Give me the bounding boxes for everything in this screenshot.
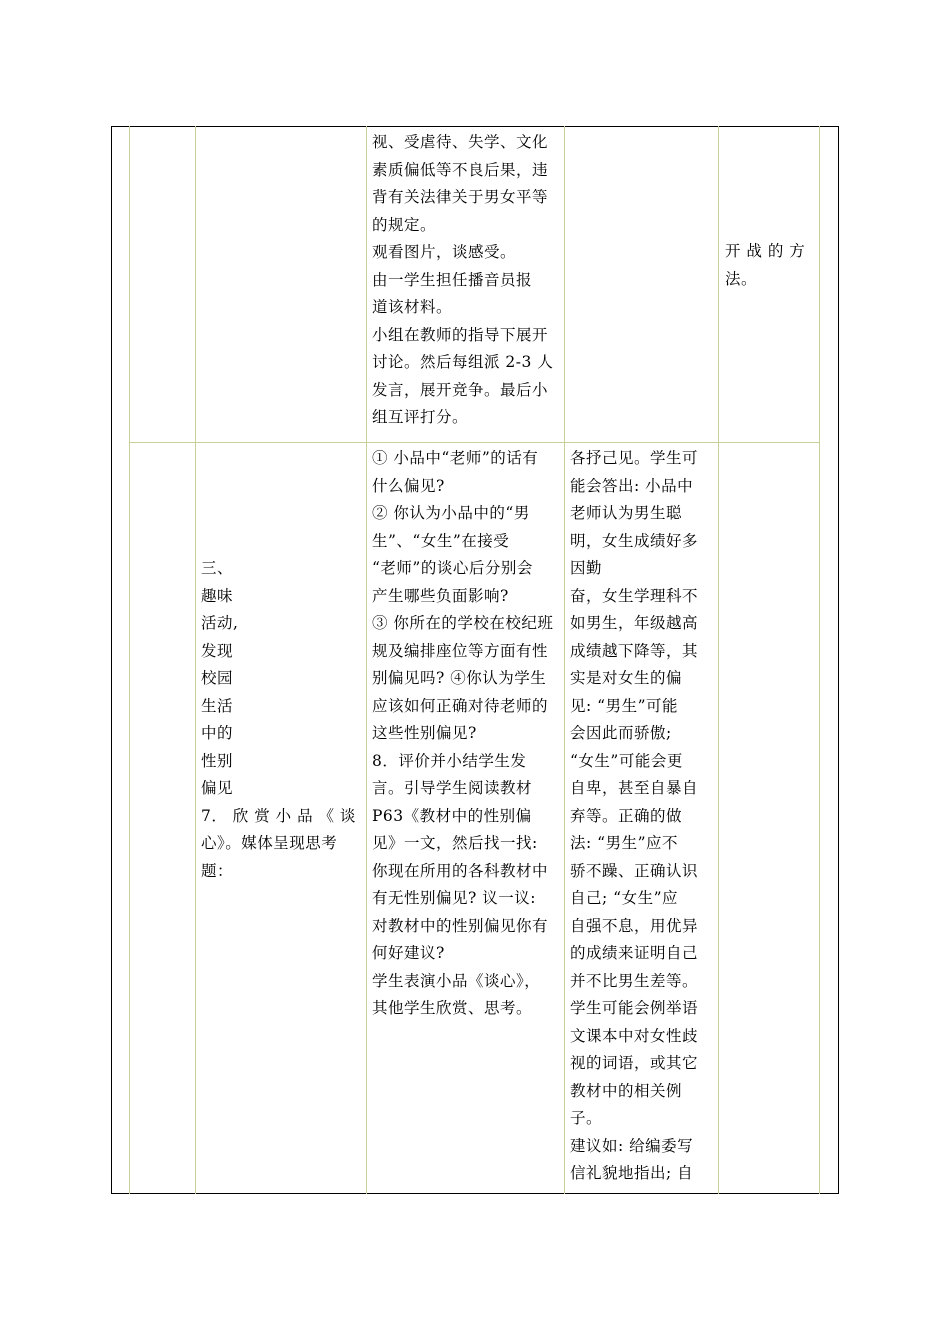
text-line: 自强不息，用优异 <box>570 916 699 935</box>
text-line: ③ 你所在的学校在校纪班 <box>372 614 554 632</box>
text-line: 见》一文，然后找一找: <box>372 834 538 852</box>
text-line: 文课本中对女性歧 <box>570 1026 699 1045</box>
text-line: 自己; “女生”应 <box>570 889 678 907</box>
text-line: 8．评价并小结学生发 <box>372 751 527 770</box>
text-line: 你现在所用的各科教材中 <box>372 861 549 880</box>
text-line: 道该材料。 <box>372 298 453 316</box>
text-line: 建议如: 给编委写 <box>570 1136 694 1155</box>
text-line: 背有关法律关于男女平等 <box>372 188 549 206</box>
text-line: 信礼貌地指出; 自 <box>570 1164 694 1182</box>
column-divider <box>195 126 196 1194</box>
text-line: 言。引导学生阅读教材 <box>372 779 533 797</box>
text-line: 能会答出: 小品中 <box>570 476 694 495</box>
text-line: 产生哪些负面影响? <box>372 586 509 605</box>
row2-activity-cell <box>372 445 560 1023</box>
column-divider <box>819 126 820 1194</box>
text-line: 讨论。然后每组派 2-3 人 <box>372 353 554 371</box>
row1-note-cell <box>725 238 815 293</box>
text-line: 题： <box>201 861 234 880</box>
text-line: 观看图片，谈感受。 <box>372 243 517 261</box>
text-line: “老师”的谈心后分别会 <box>372 559 533 577</box>
text-line: 发言，展开竞争。最后小 <box>372 380 549 399</box>
row-divider <box>129 442 820 443</box>
text-line: 自卑，甚至自暴自 <box>570 779 699 797</box>
stage-title-line: 性别 <box>201 751 234 770</box>
text-line: 什么偏见? <box>372 476 445 495</box>
text-line: 见: “男生”可能 <box>570 696 678 715</box>
row2-response-cell <box>570 445 716 1188</box>
text-line: 学生可能会例举语 <box>570 999 699 1017</box>
stage-title-line: 发现 <box>201 641 234 660</box>
text-line: 的规定。 <box>372 215 437 234</box>
text-line: 弃等。正确的做 <box>570 806 683 825</box>
text-line: 的成绩来证明自己 <box>570 944 699 962</box>
column-divider <box>366 126 367 1194</box>
text-line: 并不比男生差等。 <box>570 971 699 990</box>
text-line: 素质偏低等不良后果，违 <box>372 160 549 179</box>
text-line: 心》。媒体呈现思考 <box>201 834 338 852</box>
text-line: 骄不躁、正确认识 <box>570 861 699 880</box>
text-line: 明，女生成绩好多 <box>570 531 699 550</box>
text-line: 因勤 <box>570 559 603 577</box>
text-line: ① 小品中“老师”的话有 <box>372 449 539 467</box>
stage-title-line: 偏见 <box>201 779 234 797</box>
stage-title-line: 三、 <box>201 559 234 577</box>
text-line: 对教材中的性别偏见你有 <box>372 916 549 935</box>
text-line: 这些性别偏见? <box>372 724 477 742</box>
text-line: 由一学生担任播音员报 <box>372 270 533 289</box>
column-divider <box>718 126 719 1194</box>
text-line: 各抒己见。学生可 <box>570 449 699 467</box>
text-line: 何好建议? <box>372 944 445 962</box>
stage-title-line: 校园 <box>201 669 234 687</box>
text-line: 小组在教师的指导下展开 <box>372 325 549 344</box>
text-line: P63《教材中的性别偏 <box>372 806 532 825</box>
row2-stage-cell <box>201 555 363 885</box>
text-line: 奋，女生学理科不 <box>570 586 699 605</box>
text-line: 规及编排座位等方面有性 <box>372 641 549 660</box>
stage-title-line: 生活 <box>201 696 234 715</box>
text-line: 视的词语，或其它 <box>570 1054 699 1072</box>
text-line: 组互评打分。 <box>372 408 469 426</box>
text-line: 如男生，年级越高 <box>570 614 699 632</box>
text-line: 7． 欣 赏 小 品 《 谈 <box>201 806 356 825</box>
stage-title-line: 活动, <box>201 614 239 632</box>
text-line: 成绩越下降等，其 <box>570 641 699 660</box>
text-line: 其他学生欣赏、思考。 <box>372 999 533 1017</box>
stage-title-line: 趣味 <box>201 586 234 605</box>
text-line: 教材中的相关例 <box>570 1081 683 1100</box>
text-line: 老师认为男生聪 <box>570 504 683 522</box>
text-line: 别偏见吗? ④你认为学生 <box>372 669 547 687</box>
text-line: 实是对女生的偏 <box>570 669 683 687</box>
text-line: 开 战 的 方 <box>725 242 806 260</box>
text-line: “女生”可能会更 <box>570 751 683 770</box>
text-line: 法: “男生”应不 <box>570 834 678 852</box>
text-line: 应该如何正确对待老师的 <box>372 696 549 715</box>
column-divider <box>129 126 130 1194</box>
row1-activity-cell <box>372 129 560 432</box>
text-line: 法。 <box>725 269 758 288</box>
text-line: 子。 <box>570 1109 603 1127</box>
stage-title-line: 中的 <box>201 724 234 742</box>
text-line: 视、受虐待、失学、文化 <box>372 133 549 151</box>
text-line: ② 你认为小品中的“男 <box>372 504 530 522</box>
column-divider <box>564 126 565 1194</box>
text-line: 生”、“女生”在接受 <box>372 531 510 550</box>
text-line: 会因此而骄傲; <box>570 724 672 742</box>
text-line: 有无性别偏见? 议一议: <box>372 889 536 907</box>
text-line: 学生表演小品《谈心》， <box>372 971 541 990</box>
